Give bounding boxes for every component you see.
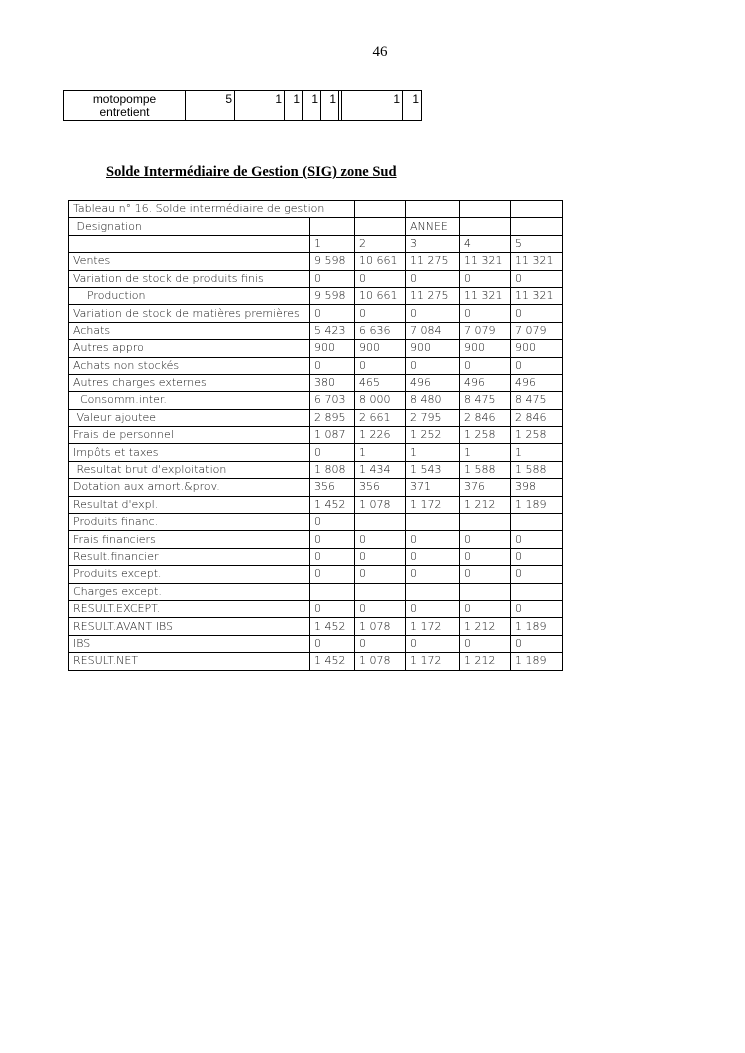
row-label: Variation de stock de produits finis <box>69 270 310 287</box>
table-cell: 6 703 <box>310 392 355 409</box>
table-cell: 0 <box>511 357 563 374</box>
table-cell: 1 212 <box>460 496 511 513</box>
table-row <box>69 548 563 565</box>
table-cell: 10 661 <box>355 287 406 304</box>
table-row <box>64 91 422 121</box>
table-cell: 0 <box>355 531 406 548</box>
table-cell: 9 598 <box>310 287 355 304</box>
table-cell: 0 <box>406 270 460 287</box>
table-cell: 2 895 <box>310 409 355 426</box>
table-header-row <box>69 218 563 235</box>
table-cell: 496 <box>511 374 563 391</box>
table-cell: 371 <box>406 479 460 496</box>
row-label: Consomm.inter. <box>69 392 310 409</box>
row-label: Ventes <box>69 253 310 270</box>
table-cell: 11 321 <box>511 253 563 270</box>
table-row <box>69 374 563 391</box>
table-cell: 1 <box>511 444 563 461</box>
table-cell: 2 846 <box>460 409 511 426</box>
table-cell: 0 <box>355 635 406 652</box>
table-cell <box>460 218 511 235</box>
table-cell: 8 475 <box>511 392 563 409</box>
table-cell: 0 <box>406 305 460 322</box>
table-cell: 0 <box>460 548 511 565</box>
table-cell: 900 <box>406 340 460 357</box>
table-cell: 1 078 <box>355 496 406 513</box>
table-cell <box>69 235 310 252</box>
table-cell: 0 <box>310 357 355 374</box>
table-row <box>69 618 563 635</box>
table-cell: 0 <box>406 548 460 565</box>
table-row <box>69 531 563 548</box>
table-cell: 0 <box>511 270 563 287</box>
table-cell: 496 <box>406 374 460 391</box>
table-cell: 0 <box>511 305 563 322</box>
sig-table <box>68 200 563 671</box>
equipment-label-cell <box>64 91 186 121</box>
table-cell: 1 543 <box>406 461 460 478</box>
table-cell: 465 <box>355 374 406 391</box>
table-cell: 0 <box>406 635 460 652</box>
table-cell: 1 258 <box>460 427 511 444</box>
table-row <box>69 270 563 287</box>
table-row <box>69 635 563 652</box>
row-label: Dotation aux amort.&prov. <box>69 479 310 496</box>
table-cell: 1 <box>285 91 303 121</box>
table-cell: 0 <box>406 357 460 374</box>
continued-equipment-table <box>63 90 422 121</box>
table-title: Tableau n° 16. Solde intermédiaire de gestion <box>69 201 355 218</box>
table-cell: 0 <box>310 600 355 617</box>
table-cell: 0 <box>460 600 511 617</box>
table-cell: 1 452 <box>310 496 355 513</box>
table-cell: 1 808 <box>310 461 355 478</box>
row-label: Frais de personnel <box>69 427 310 444</box>
table-cell: 1 <box>303 91 321 121</box>
row-label: RESULT.AVANT IBS <box>69 618 310 635</box>
table-cell <box>406 583 460 600</box>
table-cell: 356 <box>310 479 355 496</box>
table-cell: 0 <box>460 305 511 322</box>
table-cell: 0 <box>460 357 511 374</box>
table-row <box>69 357 563 374</box>
table-cell: 7 079 <box>460 322 511 339</box>
table-cell: 380 <box>310 374 355 391</box>
table-cell: 0 <box>310 444 355 461</box>
table-row <box>69 566 563 583</box>
table-cell: 900 <box>511 340 563 357</box>
table-cell: 0 <box>355 548 406 565</box>
table-cell: 1 588 <box>511 461 563 478</box>
row-label: Variation de stock de matières premières <box>69 305 310 322</box>
table-cell: 11 321 <box>460 287 511 304</box>
table-cell: 0 <box>406 566 460 583</box>
table-cell <box>355 583 406 600</box>
year-header: 3 <box>406 235 460 252</box>
table-row <box>69 322 563 339</box>
table-cell: 1 434 <box>355 461 406 478</box>
table-cell: 356 <box>355 479 406 496</box>
table-cell: 1 252 <box>406 427 460 444</box>
table-cell <box>511 218 563 235</box>
table-cell: 2 795 <box>406 409 460 426</box>
table-cell: 1 <box>342 91 403 121</box>
table-row <box>69 340 563 357</box>
table-cell: 0 <box>310 270 355 287</box>
table-cell: 1 226 <box>355 427 406 444</box>
annee-header: ANNEE <box>406 218 460 235</box>
table-cell: 11 275 <box>406 287 460 304</box>
table-cell: 11 275 <box>406 253 460 270</box>
table-cell: 11 321 <box>511 287 563 304</box>
table-cell: 2 846 <box>511 409 563 426</box>
row-label: Achats <box>69 322 310 339</box>
table-cell: 0 <box>460 270 511 287</box>
table-cell: 0 <box>406 600 460 617</box>
equipment-label-line2: entretient <box>99 104 150 119</box>
table-row <box>69 253 563 270</box>
table-cell: 0 <box>511 531 563 548</box>
row-label: Produits financ. <box>69 514 310 531</box>
year-header: 1 <box>310 235 355 252</box>
table-cell: 0 <box>355 600 406 617</box>
table-cell: 0 <box>511 600 563 617</box>
designation-header: Designation <box>69 218 310 235</box>
table-cell: 10 661 <box>355 253 406 270</box>
table-row <box>69 305 563 322</box>
table-cell: 0 <box>310 635 355 652</box>
table-cell: 7 084 <box>406 322 460 339</box>
table-cell: 0 <box>355 270 406 287</box>
table-cell: 1 <box>403 91 422 121</box>
table-cell: 1 452 <box>310 618 355 635</box>
equipment-label-line1: motopompe <box>92 91 157 106</box>
table-cell <box>511 201 563 218</box>
table-row <box>69 392 563 409</box>
table-cell: 1 452 <box>310 653 355 670</box>
table-cell: 0 <box>310 566 355 583</box>
table-cell <box>406 514 460 531</box>
table-cell: 900 <box>460 340 511 357</box>
table-cell: 376 <box>460 479 511 496</box>
table-cell <box>511 583 563 600</box>
table-title-row <box>69 201 563 218</box>
row-label: RESULT.EXCEPT. <box>69 600 310 617</box>
table-cell: 1 <box>321 91 339 121</box>
table-cell: 8 000 <box>355 392 406 409</box>
table-row <box>69 653 563 670</box>
table-cell: 1 189 <box>511 653 563 670</box>
year-header: 5 <box>511 235 563 252</box>
table-cell: 9 598 <box>310 253 355 270</box>
table-cell: 1 <box>355 444 406 461</box>
table-cell: 1 212 <box>460 653 511 670</box>
row-label: Production <box>69 287 310 304</box>
row-label: Frais financiers <box>69 531 310 548</box>
page-number: 46 <box>372 44 388 60</box>
table-cell: 0 <box>355 566 406 583</box>
table-cell <box>310 583 355 600</box>
row-label: Resultat d'expl. <box>69 496 310 513</box>
table-cell: 1 172 <box>406 496 460 513</box>
table-row <box>69 427 563 444</box>
table-cell: 0 <box>310 514 355 531</box>
row-label: RESULT.NET <box>69 653 310 670</box>
table-cell: 8 480 <box>406 392 460 409</box>
table-cell: 1 087 <box>310 427 355 444</box>
table-row <box>69 514 563 531</box>
table-cell <box>460 201 511 218</box>
row-label: Produits except. <box>69 566 310 583</box>
section-title: Solde Intermédiaire de Gestion (SIG) zone Sud <box>106 164 397 180</box>
table-cell <box>355 201 406 218</box>
table-cell: 0 <box>460 531 511 548</box>
table-cell: 1 <box>406 444 460 461</box>
table-cell: 900 <box>310 340 355 357</box>
table-row <box>69 444 563 461</box>
table-cell: 8 475 <box>460 392 511 409</box>
table-cell: 1 172 <box>406 653 460 670</box>
table-cell: 1 <box>235 91 285 121</box>
table-cell: 11 321 <box>460 253 511 270</box>
table-cell: 2 661 <box>355 409 406 426</box>
table-cell: 1 212 <box>460 618 511 635</box>
table-row <box>69 287 563 304</box>
row-label: Impôts et taxes <box>69 444 310 461</box>
year-header: 2 <box>355 235 406 252</box>
table-cell <box>406 201 460 218</box>
table-row <box>69 496 563 513</box>
table-cell: 1 189 <box>511 618 563 635</box>
table-cell: 1 588 <box>460 461 511 478</box>
table-cell: 900 <box>355 340 406 357</box>
table-cell <box>355 514 406 531</box>
table-cell <box>355 218 406 235</box>
row-label: IBS <box>69 635 310 652</box>
table-cell: 0 <box>511 635 563 652</box>
row-label: Autres charges externes <box>69 374 310 391</box>
table-cell: 0 <box>511 566 563 583</box>
table-cell: 1 078 <box>355 618 406 635</box>
table-cell: 0 <box>406 531 460 548</box>
year-header-row <box>69 235 563 252</box>
table-cell: 0 <box>460 566 511 583</box>
row-label: Resultat brut d'exploitation <box>69 461 310 478</box>
table-cell: 0 <box>355 305 406 322</box>
table-cell: 1 078 <box>355 653 406 670</box>
table-cell: 6 636 <box>355 322 406 339</box>
table-row <box>69 583 563 600</box>
table-cell: 398 <box>511 479 563 496</box>
row-label: Autres appro <box>69 340 310 357</box>
table-cell: 496 <box>460 374 511 391</box>
table-row <box>69 461 563 478</box>
row-label: Achats non stockés <box>69 357 310 374</box>
table-row <box>69 409 563 426</box>
table-cell <box>511 514 563 531</box>
table-cell: 0 <box>310 305 355 322</box>
year-header: 4 <box>460 235 511 252</box>
table-cell <box>460 583 511 600</box>
table-cell: 1 172 <box>406 618 460 635</box>
table-row <box>69 600 563 617</box>
table-cell: 0 <box>460 635 511 652</box>
table-cell: 1 <box>460 444 511 461</box>
table-cell: 1 189 <box>511 496 563 513</box>
row-label: Result.financier <box>69 548 310 565</box>
table-cell: 0 <box>511 548 563 565</box>
table-cell: 1 258 <box>511 427 563 444</box>
table-row <box>69 479 563 496</box>
row-label: Charges except. <box>69 583 310 600</box>
table-cell: 0 <box>355 357 406 374</box>
table-cell: 7 079 <box>511 322 563 339</box>
row-label: Valeur ajoutee <box>69 409 310 426</box>
table-cell <box>460 514 511 531</box>
table-cell <box>310 218 355 235</box>
table-cell: 5 <box>186 91 235 121</box>
table-cell: 0 <box>310 548 355 565</box>
table-cell: 0 <box>310 531 355 548</box>
table-cell: 5 423 <box>310 322 355 339</box>
